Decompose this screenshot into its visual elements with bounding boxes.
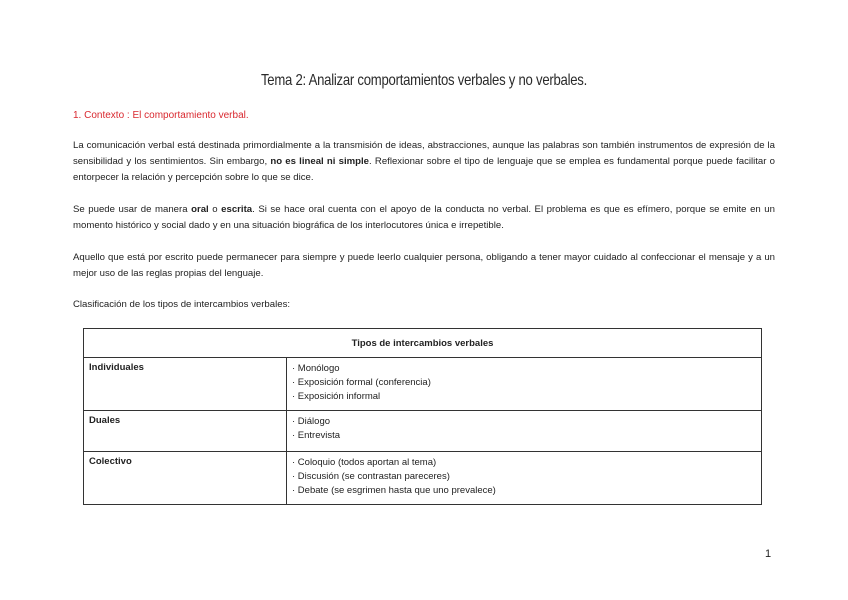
table-category: Individuales [84,358,287,411]
list-item: · Diálogo [292,416,331,427]
page-number: 1 [765,548,772,560]
verbal-exchange-table [83,328,762,505]
list-item: · Debate (se esgrimen hasta que uno prevalece) [292,485,496,496]
paragraph-classification: Clasificación de los tipos de intercambios verbales: [73,299,291,310]
list-item: · Exposición formal (conferencia) [292,377,431,388]
table-row [84,411,762,452]
list-item: · Discusión (se contrastan pareceres) [292,471,450,482]
list-item: · Entrevista [292,430,341,441]
list-item: · Coloquio (todos aportan al tema) [292,457,437,468]
paragraph-verbal-communication [73,138,775,186]
table-items [287,411,762,452]
table-header: Tipos de intercambios verbales [84,329,762,358]
emphasis-oral: oral [191,204,209,215]
paragraph-text: . Si se hace oral cuenta con el apoyo de la conducta no verbal. El problema es que es efímero, porque se emite en un momento histórico y social dado y en una situación biográfica de los interlocutores única e irrepetible. [73,204,775,231]
list-item: · Exposición informal [292,391,381,402]
paragraph-text: La comunicación verbal está destinada primordialmente a la transmisión de ideas, abstracciones, aunque las palabras son también instrumentos de expresión de la sensibilidad y los sentimientos. Sin embargo, [73,140,775,167]
table-row [84,452,762,505]
table-row [84,358,762,411]
paragraph-oral-written [73,202,775,234]
paragraph-written: Aquello que está por escrito puede permanecer para siempre y puede leerlo cualquier persona, obligando a tener mayor cuidado al confeccionar el mensaje y a un mejor uso de las reglas propias del lenguaje. [73,252,775,279]
emphasis-written: escrita [221,204,253,215]
table-header-row [84,329,762,358]
paragraph-text: o [208,204,222,215]
paragraph-text: . Reflexionar sobre el tipo de lenguaje que se emplea es fundamental porque puede facilitar o entorpecer la relación y percepción sobre lo que se dice. [73,156,776,183]
list-item: · Monólogo [292,363,340,374]
table-category: Duales [84,411,287,452]
document-title: Tema 2: Analizar comportamientos verbales y no verbales. [260,72,588,89]
table-category: Colectivo [84,452,287,505]
table-items [287,452,762,505]
section-heading: 1. Contexto : El comportamiento verbal. [73,110,249,121]
emphasis-text: no es lineal ni simple [270,156,370,167]
paragraph-text: Se puede usar de manera [73,204,192,215]
table-items [287,358,762,411]
